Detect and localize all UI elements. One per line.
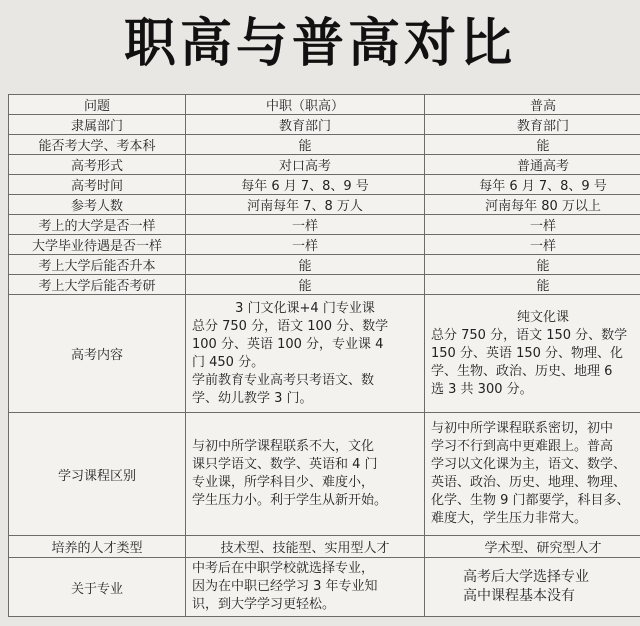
text-line: 与初中所学课程联系密切，初中 — [431, 421, 614, 436]
general-cell: 每年 6 月 7、8、9 号 — [425, 175, 640, 195]
vocational-cell: 能 — [186, 275, 425, 295]
row-label: 能否考大学、考本科 — [9, 135, 186, 155]
general-cell: 一样 — [425, 235, 640, 255]
general-exam-content — [425, 295, 640, 413]
row-label: 考上大学后能否考研 — [9, 275, 186, 295]
table-row — [9, 155, 640, 175]
vocational-major — [186, 558, 425, 617]
vocational-cell: 能 — [186, 255, 425, 275]
vocational-cell: 每年 6 月 7、8、9 号 — [186, 175, 425, 195]
talent-row — [9, 536, 640, 558]
vocational-cell: 一样 — [186, 215, 425, 235]
text-line: 纯文化课 — [516, 309, 569, 325]
text-line: 与初中所学课程联系不大，文化 — [192, 439, 375, 454]
row-label: 参考人数 — [9, 195, 186, 215]
text-line: 3 门文化课+4 门专业课 — [235, 300, 375, 316]
table-row — [9, 135, 640, 155]
text-line: 学习以文化课为主，语文、数学、 — [431, 457, 627, 472]
row-label: 考上的大学是否一样 — [9, 215, 186, 235]
header-question: 问题 — [9, 95, 186, 115]
text-line: 学、生物、政治、历史、地理 6 — [431, 363, 613, 379]
text-line: 高中课程基本没有 — [463, 588, 575, 604]
general-cell: 能 — [425, 255, 640, 275]
text-line: 难度大，学生压力非常大。 — [431, 511, 588, 526]
text-line: 学、幼儿教学 3 门。 — [192, 390, 313, 406]
table-row — [9, 275, 640, 295]
vocational-exam-content — [186, 295, 425, 413]
row-label: 高考内容 — [9, 295, 186, 413]
text-line: 学生压力小。利于学生从新开始。 — [192, 493, 388, 508]
text-line: 英语、政治、历史、地理、物理、 — [431, 475, 627, 490]
general-cell: 学术型、研究型人才 — [425, 536, 640, 558]
general-major — [425, 558, 640, 617]
text-line: 150 分、英语 150 分、物理、化 — [431, 345, 624, 361]
text-line: 学习不行到高中更难跟上。普高 — [431, 439, 614, 454]
exam-content-row — [9, 295, 640, 413]
general-cell: 教育部门 — [425, 115, 640, 135]
table-row — [9, 115, 640, 135]
row-label: 学习课程区别 — [9, 413, 186, 536]
row-label: 培养的人才类型 — [9, 536, 186, 558]
text-line: 识，到大学学习更轻松。 — [192, 597, 336, 612]
row-label: 隶属部门 — [9, 115, 186, 135]
text-line: 门 450 分。 — [192, 354, 265, 370]
text-line: 学前教育专业高考只考语文、数 — [192, 372, 375, 388]
text-line: 课只学语文、数学、英语和 4 门 — [192, 457, 378, 472]
row-label: 大学毕业待遇是否一样 — [9, 235, 186, 255]
vocational-cell: 河南每年 7、8 万人 — [186, 195, 425, 215]
general-cell: 一样 — [425, 215, 640, 235]
vocational-cell: 一样 — [186, 235, 425, 255]
general-cell: 能 — [425, 135, 640, 155]
vocational-cell: 技术型、技能型、实用型人才 — [186, 536, 425, 558]
text-line: 中考后在中职学校就选择专业， — [192, 561, 375, 576]
vocational-cell: 对口高考 — [186, 155, 425, 175]
course-diff-row — [9, 413, 640, 536]
table-row — [9, 255, 640, 275]
general-course-diff — [425, 413, 640, 536]
text-line: 100 分、英语 100 分，专业课 4 — [192, 336, 384, 352]
page-title: 职高与普高对比 — [123, 14, 516, 74]
row-label: 考上大学后能否升本 — [9, 255, 186, 275]
table-row — [9, 235, 640, 255]
table-row — [9, 175, 640, 195]
header-row — [9, 95, 640, 115]
major-row — [9, 558, 640, 617]
row-label: 关于专业 — [9, 558, 186, 617]
vocational-course-diff — [186, 413, 425, 536]
general-cell: 能 — [425, 275, 640, 295]
table-row — [9, 195, 640, 215]
general-cell: 河南每年 80 万以上 — [425, 195, 640, 215]
header-general: 普高 — [425, 95, 640, 115]
text-line: 选 3 共 300 分。 — [431, 381, 533, 397]
row-label: 高考时间 — [9, 175, 186, 195]
vocational-cell: 教育部门 — [186, 115, 425, 135]
comparison-table — [8, 94, 640, 617]
text-line: 总分 750 分，语文 150 分、数学 — [431, 327, 628, 343]
text-line: 化学、生物 9 门都要学，科目多、 — [431, 493, 630, 508]
general-cell: 普通高考 — [425, 155, 640, 175]
text-line: 因为在中职已经学习 3 年专业知 — [192, 579, 378, 594]
text-line: 总分 750 分，语文 100 分、数学 — [192, 318, 389, 334]
text-line: 高考后大学选择专业 — [463, 569, 589, 585]
row-label: 高考形式 — [9, 155, 186, 175]
text-line: 专业课，所学科目少、难度小， — [192, 475, 375, 490]
table-row — [9, 215, 640, 235]
header-vocational: 中职（职高） — [186, 95, 425, 115]
vocational-cell: 能 — [186, 135, 425, 155]
